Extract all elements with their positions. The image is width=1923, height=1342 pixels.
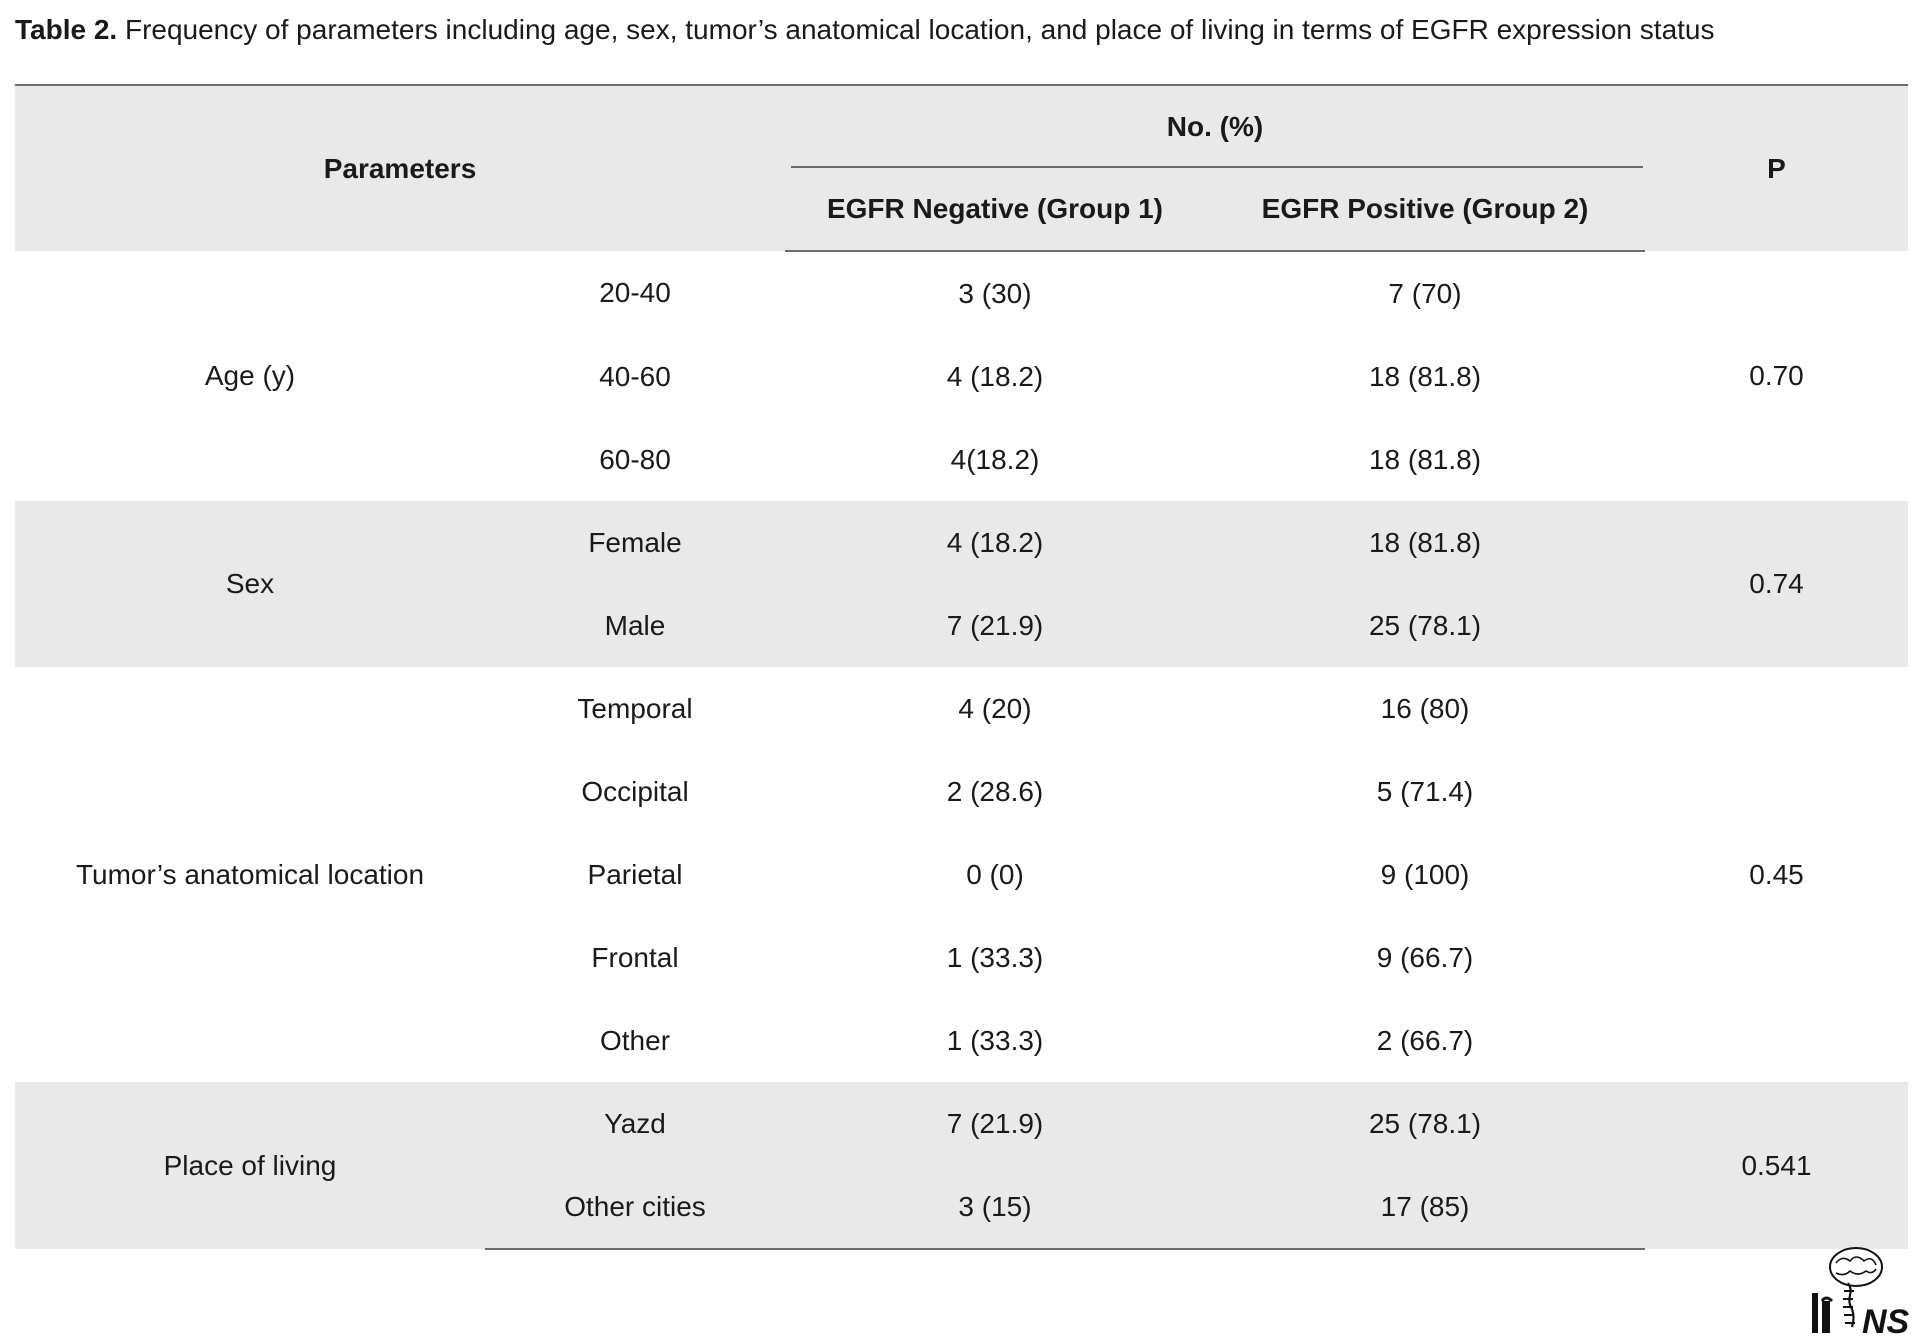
header-group: [785, 85, 1645, 168]
positive-cell: 9 (100): [1380, 858, 1470, 890]
positive-cell: 25 (78.1): [1205, 584, 1645, 667]
positive-cell: 16 (80): [1380, 692, 1470, 724]
negative-cell: 2 (28.6): [946, 775, 1044, 807]
category-cell: Yazd: [485, 1082, 785, 1165]
header-p: P: [1645, 85, 1908, 251]
positive-cell: 18 (81.8): [1205, 501, 1645, 584]
negative-cell: 0 (0): [966, 858, 1024, 890]
header-group-rule: [791, 166, 1643, 168]
category-cell: Occipital: [581, 775, 689, 807]
category-cell: Other: [599, 1024, 671, 1056]
header-group-label: No. (%): [1166, 111, 1264, 142]
parameter-cell: Sex: [15, 501, 485, 667]
results-table-container: [15, 84, 1908, 1250]
journal-logo: [1806, 1245, 1918, 1337]
positive-cell: 18 (81.8): [1368, 360, 1482, 392]
p-value-cell: 0.45: [1749, 858, 1804, 890]
positive-cell: 18 (81.8): [1368, 443, 1482, 475]
table-row: [15, 1082, 1908, 1165]
header-positive: EGFR Positive (Group 2): [1205, 168, 1645, 251]
caption-text: Frequency of parameters including age, sex, tumor’s anatomical location, and place of living in terms of EGFR expression status: [124, 14, 1715, 45]
category-cell: Parietal: [587, 858, 683, 890]
negative-cell: 1 (33.3): [946, 941, 1044, 973]
brain-spine-logo-icon: [1806, 1245, 1918, 1337]
table-row: [15, 667, 1908, 750]
category-cell: Male: [485, 584, 785, 667]
table-caption: [15, 12, 1915, 48]
table-body: [15, 251, 1908, 1249]
negative-cell: 1 (33.3): [946, 1024, 1044, 1056]
negative-cell: 3 (15): [785, 1165, 1205, 1249]
parameter-cell: Place of living: [15, 1082, 485, 1249]
category-cell: 40-60: [599, 360, 671, 392]
p-value-cell: 0.74: [1645, 501, 1908, 667]
negative-cell: 4 (20): [958, 692, 1032, 724]
parameter-cell: Age (y): [204, 360, 296, 391]
caption-label: Table 2.: [15, 14, 118, 45]
positive-cell: 25 (78.1): [1205, 1082, 1645, 1165]
category-cell: Female: [485, 501, 785, 584]
category-cell: Other cities: [485, 1165, 785, 1249]
positive-cell: 9 (66.7): [1376, 941, 1474, 973]
category-cell: 20-40: [599, 277, 671, 308]
p-value-cell: 0.541: [1645, 1082, 1908, 1249]
results-table: [15, 84, 1908, 1250]
header-negative: EGFR Negative (Group 1): [785, 168, 1205, 251]
parameter-cell: Tumor’s anatomical location: [75, 858, 425, 890]
table-row: [15, 501, 1908, 584]
negative-cell: 7 (21.9): [785, 584, 1205, 667]
category-cell: Temporal: [577, 692, 693, 724]
negative-cell: 3 (30): [958, 277, 1032, 309]
negative-cell: 4(18.2): [950, 443, 1040, 475]
table-header: [15, 85, 1908, 251]
negative-cell: 4 (18.2): [946, 360, 1044, 392]
table-row: [15, 251, 1908, 335]
positive-cell: 2 (66.7): [1376, 1024, 1474, 1056]
positive-cell: 5 (71.4): [1376, 775, 1474, 807]
negative-cell: 4 (18.2): [785, 501, 1205, 584]
positive-cell: 7 (70): [1388, 277, 1462, 309]
header-parameters: Parameters: [15, 85, 785, 251]
category-cell: Frontal: [591, 941, 679, 973]
p-value-cell: 0.70: [1749, 360, 1804, 391]
category-cell: 60-80: [599, 443, 671, 475]
negative-cell: 7 (21.9): [785, 1082, 1205, 1165]
logo-text: NS: [1862, 1303, 1910, 1337]
positive-cell: 17 (85): [1205, 1165, 1645, 1249]
